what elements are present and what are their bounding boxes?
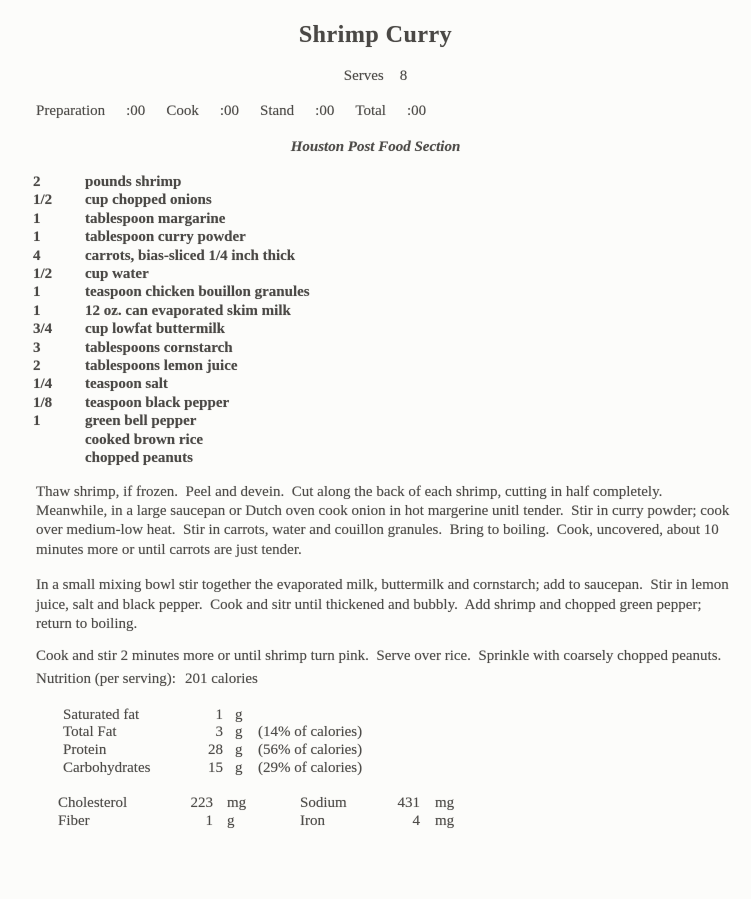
ingredient-row (33, 247, 751, 265)
ingredient-quantity: 1 (33, 284, 41, 301)
nutrition-row (63, 742, 751, 760)
ingredient-name: chopped peanuts (85, 450, 193, 467)
mineral-row (58, 812, 751, 830)
nutrition-value: 1 (215, 706, 223, 723)
nutrition-row (63, 707, 751, 725)
nutrition-calories: 201 calories (184, 670, 258, 687)
ingredient-row (33, 302, 751, 320)
ingredient-name: cup lowfat buttermilk (85, 321, 225, 338)
serves-line (0, 68, 751, 85)
ingredient-row (33, 431, 751, 449)
ingredient-name: tablespoons lemon juice (85, 358, 238, 375)
instruction-paragraph-1: Thaw shrimp, if frozen. Peel and devein. Cut along the back of each shrimp, cutting in half completely. Meanwhile, in a large saucepan or Dutch oven cook onion in hot margerine unitl tender. Stir in curry powder; cook over medium-low heat. Stir in carrots, water and couillon granules. Bring to boiling. Cook, uncovered, about 10 minutes more or until carrots are just tender. (36, 483, 734, 558)
ingredient-row (33, 339, 751, 357)
mineral-value: 223 (190, 795, 213, 812)
nutrition-percent: (56% of calories) (258, 741, 363, 758)
nutrition-value: 28 (208, 741, 223, 758)
ingredient-quantity: 1/2 (33, 192, 53, 209)
ingredient-quantity (33, 449, 85, 467)
ingredient-quantity: 4 (33, 247, 41, 264)
time-label-cook: Cook (166, 103, 199, 119)
ingredient-quantity: 1 (33, 302, 41, 319)
nutrition-unit: g (235, 706, 243, 723)
time-value-total: :00 (406, 103, 427, 119)
ingredient-name: cup chopped onions (85, 192, 212, 209)
time-value-stand: :00 (315, 103, 335, 119)
mineral-value: 1 (205, 813, 213, 830)
ingredient-name: teaspoon black pepper (85, 394, 230, 411)
nutrition-row (63, 760, 751, 778)
nutrition-value: 3 (215, 724, 223, 741)
recipe-title: Shrimp Curry (298, 22, 453, 48)
ingredient-name: tablespoon margarine (85, 210, 226, 227)
ingredient-quantity: 1 (33, 413, 41, 430)
ingredient-row (33, 210, 751, 228)
time-value-cook: :00 (219, 103, 239, 119)
ingredient-name: green bell pepper (85, 413, 197, 430)
ingredient-quantity: 1 (33, 210, 41, 227)
time-label-stand: Stand (260, 103, 295, 119)
ingredient-quantity: 3/4 (33, 321, 53, 338)
serves-value: 8 (399, 68, 408, 84)
ingredient-quantity: 1/2 (33, 266, 53, 283)
ingredient-row (33, 265, 751, 283)
nutrition-row (63, 724, 751, 742)
instruction-paragraph-3: Cook and stir 2 minutes more or until shrimp turn pink. Serve over rice. Sprinkle with coarsely chopped peanuts. (36, 648, 722, 665)
minerals-table (58, 794, 751, 830)
ingredient-quantity: 1 (33, 229, 41, 246)
ingredient-name: teaspoon chicken bouillon granules (85, 284, 310, 301)
ingredient-row (33, 412, 751, 430)
nutrition-unit: g (235, 724, 243, 741)
ingredient-row (33, 449, 751, 467)
nutrition-header-label: Nutrition (per serving): (36, 670, 176, 687)
nutrition-percent: (29% of calories) (258, 759, 363, 776)
nutrition-label: Protein (63, 741, 107, 758)
ingredient-name: 12 oz. can evaporated skim milk (85, 302, 291, 319)
ingredient-quantity: 1/8 (33, 394, 53, 411)
ingredient-quantity: 3 (33, 339, 41, 356)
ingredient-quantity: 2 (33, 174, 41, 190)
mineral-label: Cholesterol (58, 795, 128, 812)
mineral-value: 431 (397, 795, 420, 812)
mineral-unit: mg (227, 795, 247, 812)
mineral-unit: mg (435, 795, 455, 812)
instruction-paragraph-2: In a small mixing bowl stir together the evaporated milk, buttermilk and cornstarch; add to saucepan. Stir in lemon juice, salt and black pepper. Cook and sitr until thickened and bubbly. Add shrimp and chopped green pepper; return to boiling. (36, 577, 733, 632)
source-attribution: Houston Post Food Section (290, 139, 461, 155)
ingredient-quantity: 1/4 (33, 376, 53, 393)
ingredient-name: teaspoon salt (85, 376, 168, 393)
ingredient-quantity (33, 431, 85, 449)
ingredient-name: carrots, bias-sliced 1/4 inch thick (85, 247, 296, 264)
ingredient-row (33, 375, 751, 393)
nutrition-header (36, 670, 751, 688)
nutrition-unit: g (235, 741, 243, 758)
ingredient-name: pounds shrimp (85, 174, 182, 190)
ingredient-name: tablespoon curry powder (85, 229, 246, 246)
mineral-unit: mg (435, 813, 455, 830)
ingredient-row (33, 394, 751, 412)
ingredient-row (33, 320, 751, 338)
mineral-label: Sodium (300, 795, 347, 812)
serves-label: Serves (343, 68, 384, 84)
ingredient-quantity: 2 (33, 358, 41, 375)
time-label-total: Total (355, 103, 386, 119)
mineral-label: Iron (300, 813, 325, 830)
nutrition-label: Saturated fat (63, 706, 140, 723)
ingredient-name: cup water (85, 266, 149, 283)
time-value-preparation: :00 (126, 103, 146, 119)
times-line (36, 102, 751, 120)
mineral-label: Fiber (58, 813, 90, 830)
time-label-preparation: Preparation (36, 103, 106, 119)
mineral-value: 4 (412, 813, 420, 830)
nutrition-label: Total Fat (63, 724, 117, 741)
nutrition-percent: (14% of calories) (258, 724, 363, 741)
ingredient-row (33, 283, 751, 301)
ingredient-row (33, 357, 751, 375)
nutrition-unit: g (235, 759, 243, 776)
ingredient-name: cooked brown rice (85, 431, 204, 448)
nutrition-table (63, 707, 751, 777)
mineral-unit: g (227, 813, 235, 830)
nutrition-value: 15 (208, 759, 223, 776)
ingredient-row (33, 191, 751, 209)
ingredient-name: tablespoons cornstarch (85, 339, 233, 356)
ingredient-row (33, 228, 751, 246)
mineral-row (58, 794, 751, 812)
ingredient-row (33, 173, 751, 191)
nutrition-label: Carbohydrates (63, 759, 151, 776)
ingredient-list (33, 173, 751, 468)
